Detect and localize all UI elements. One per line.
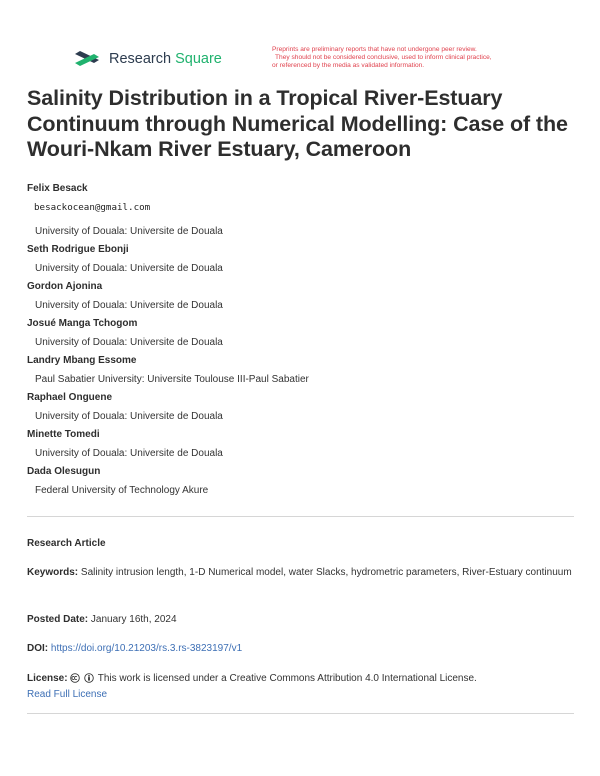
doi-label: DOI: xyxy=(27,643,49,654)
paper-title: Salinity Distribution in a Tropical River-Estuary Continuum through Numerical Modelling: Case of the Wouri-Nkam River Estuary, Cameroon xyxy=(27,86,568,161)
section-divider xyxy=(27,516,574,517)
article-type xyxy=(27,536,577,552)
preprint-notice xyxy=(272,46,562,71)
research-square-logo-icon xyxy=(74,50,100,68)
notice-line: or referenced by the media as validated information. xyxy=(272,62,425,70)
author-affiliation: University of Douala: Universite de Douala xyxy=(35,299,223,311)
article-type-label: Research Article xyxy=(27,538,106,549)
posted-date-label: Posted Date: xyxy=(27,614,89,625)
doi-section xyxy=(27,641,577,657)
posted-date-section xyxy=(27,612,577,628)
author-name: Raphael Onguene xyxy=(27,392,113,403)
author-name: Seth Rodrigue Ebonji xyxy=(27,244,129,255)
posted-date-value: January 16th, 2024 xyxy=(90,614,177,625)
page-header xyxy=(74,46,554,76)
author-affiliation: University of Douala: Universite de Douala xyxy=(35,262,223,274)
author-entry xyxy=(27,389,577,426)
author-name: Josué Manga Tchogom xyxy=(27,318,138,329)
author-name: Minette Tomedi xyxy=(27,429,100,440)
section-divider xyxy=(27,713,574,714)
attribution-icon xyxy=(84,673,94,683)
read-full-license-link[interactable]: Read Full License xyxy=(27,688,108,700)
license-label: License: xyxy=(27,673,68,684)
license-text: This work is licensed under a Creative Commons Attribution 4.0 International License. xyxy=(97,673,477,684)
author-affiliation: Paul Sabatier University: Universite Toulouse III-Paul Sabatier xyxy=(35,373,309,385)
keywords-section xyxy=(27,565,577,581)
author-entry xyxy=(27,426,577,463)
author-entry xyxy=(27,241,577,278)
research-square-logo[interactable] xyxy=(74,50,222,68)
author-entry xyxy=(27,278,577,315)
logo-text-primary: Research xyxy=(109,51,172,67)
author-name: Dada Olesugun xyxy=(27,466,101,477)
author-affiliation: University of Douala: Universite de Douala xyxy=(35,336,223,348)
logo-text-accent: Square xyxy=(175,51,222,67)
author-affiliation: University of Douala: Universite de Douala xyxy=(35,447,223,459)
author-entry xyxy=(27,180,577,241)
author-affiliation: University of Douala: Universite de Douala xyxy=(35,410,223,422)
doi-link[interactable]: https://doi.org/10.21203/rs.3.rs-3823197/v1 xyxy=(50,643,243,654)
notice-line: Preprints are preliminary reports that have not undergone peer review. xyxy=(272,46,477,53)
author-entry xyxy=(27,315,577,352)
author-list xyxy=(27,180,577,500)
author-entry xyxy=(27,352,577,389)
author-entry xyxy=(27,463,577,500)
creative-commons-icon xyxy=(70,673,80,683)
author-name: Felix Besack xyxy=(27,183,88,194)
keywords-label: Keywords: xyxy=(27,567,79,578)
author-email-link[interactable]: besackocean@gmail.com xyxy=(34,201,151,213)
license-section xyxy=(27,671,577,702)
author-affiliation: Federal University of Technology Akure xyxy=(35,484,209,496)
logo-wordmark xyxy=(109,51,222,67)
author-name: Gordon Ajonina xyxy=(27,281,103,292)
notice-line: They should not be considered conclusive, used to inform clinical practice, xyxy=(275,54,492,62)
keywords-text: Salinity intrusion length, 1-D Numerical model, water Slacks, hydrometric parameters, River-Estuary continuum xyxy=(80,567,572,578)
author-name: Landry Mbang Essome xyxy=(27,355,137,366)
author-affiliation: University of Douala: Universite de Douala xyxy=(35,225,223,237)
